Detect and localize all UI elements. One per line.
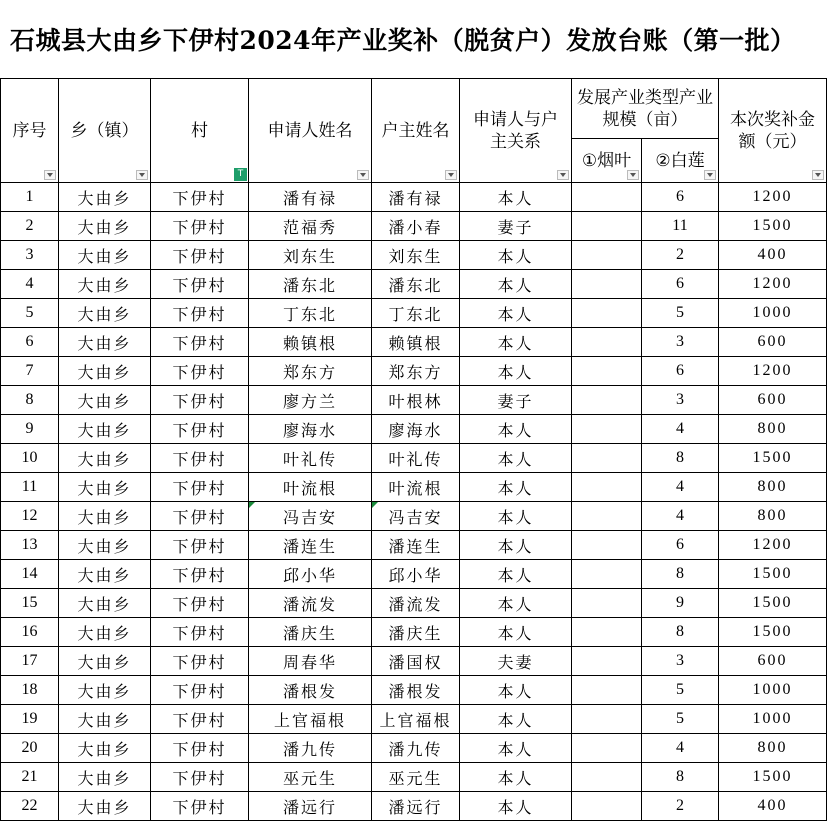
cell-relation[interactable]: 妻子 — [460, 386, 572, 415]
cell-relation[interactable]: 妻子 — [460, 212, 572, 241]
cell-amount[interactable]: 800 — [719, 473, 827, 502]
cell-lotus[interactable]: 9 — [642, 589, 719, 618]
cell-township[interactable]: 大由乡 — [59, 444, 151, 473]
cell-relation[interactable]: 本人 — [460, 531, 572, 560]
cell-applicant[interactable]: 潘东北 — [249, 270, 372, 299]
cell-amount[interactable]: 1000 — [719, 676, 827, 705]
cell-township[interactable]: 大由乡 — [59, 473, 151, 502]
cell-village[interactable]: 下伊村 — [151, 444, 249, 473]
filter-dropdown-icon[interactable] — [627, 170, 639, 180]
cell-householder[interactable]: 叶根林 — [372, 386, 460, 415]
cell-seq[interactable]: 6 — [1, 328, 59, 357]
cell-relation[interactable]: 本人 — [460, 357, 572, 386]
cell-householder[interactable]: 巫元生 — [372, 763, 460, 792]
cell-village[interactable]: 下伊村 — [151, 531, 249, 560]
cell-seq[interactable]: 18 — [1, 676, 59, 705]
filter-dropdown-icon[interactable] — [812, 170, 824, 180]
cell-seq[interactable]: 13 — [1, 531, 59, 560]
table-row — [1, 792, 827, 821]
cell-householder[interactable]: 叶礼传 — [372, 444, 460, 473]
cell-lotus[interactable]: 2 — [642, 792, 719, 821]
table-row — [1, 212, 827, 241]
cell-seq[interactable]: 19 — [1, 705, 59, 734]
cell-tobacco[interactable] — [572, 589, 642, 618]
header-township[interactable]: 乡（镇） — [59, 79, 151, 183]
cell-amount[interactable]: 1200 — [719, 531, 827, 560]
cell-village[interactable]: 下伊村 — [151, 560, 249, 589]
cell-marker-icon — [249, 502, 255, 508]
cell-amount[interactable]: 1500 — [719, 618, 827, 647]
cell-village[interactable]: 下伊村 — [151, 647, 249, 676]
cell-applicant[interactable]: 巫元生 — [249, 763, 372, 792]
cell-amount[interactable]: 600 — [719, 386, 827, 415]
cell-applicant[interactable]: 叶礼传 — [249, 444, 372, 473]
cell-amount[interactable]: 800 — [719, 734, 827, 763]
cell-township[interactable]: 大由乡 — [59, 241, 151, 270]
cell-lotus[interactable]: 8 — [642, 618, 719, 647]
cell-applicant[interactable]: 潘远行 — [249, 792, 372, 821]
table-row — [1, 502, 827, 531]
cell-township[interactable]: 大由乡 — [59, 502, 151, 531]
cell-tobacco[interactable] — [572, 212, 642, 241]
cell-lotus[interactable]: 6 — [642, 357, 719, 386]
cell-village[interactable]: 下伊村 — [151, 328, 249, 357]
cell-householder[interactable]: 叶流根 — [372, 473, 460, 502]
cell-lotus[interactable]: 11 — [642, 212, 719, 241]
cell-householder[interactable]: 邱小华 — [372, 560, 460, 589]
cell-amount[interactable]: 400 — [719, 792, 827, 821]
cell-relation[interactable]: 本人 — [460, 473, 572, 502]
cell-village[interactable]: 下伊村 — [151, 415, 249, 444]
cell-amount[interactable]: 1500 — [719, 763, 827, 792]
cell-seq[interactable]: 21 — [1, 763, 59, 792]
cell-township[interactable]: 大由乡 — [59, 386, 151, 415]
cell-householder[interactable]: 丁东北 — [372, 299, 460, 328]
cell-lotus[interactable]: 3 — [642, 328, 719, 357]
cell-amount[interactable]: 1500 — [719, 444, 827, 473]
cell-relation[interactable]: 夫妻 — [460, 647, 572, 676]
cell-relation[interactable]: 本人 — [460, 270, 572, 299]
header-relation[interactable]: 申请人与户主关系 — [460, 79, 572, 183]
cell-seq[interactable]: 7 — [1, 357, 59, 386]
cell-applicant[interactable]: 潘连生 — [249, 531, 372, 560]
cell-tobacco[interactable] — [572, 531, 642, 560]
cell-seq[interactable]: 4 — [1, 270, 59, 299]
cell-householder[interactable]: 上官福根 — [372, 705, 460, 734]
cell-village[interactable]: 下伊村 — [151, 763, 249, 792]
table-row — [1, 270, 827, 299]
cell-lotus[interactable]: 6 — [642, 183, 719, 212]
table-row — [1, 357, 827, 386]
cell-amount[interactable]: 1500 — [719, 560, 827, 589]
table-row — [1, 647, 827, 676]
cell-tobacco[interactable] — [572, 763, 642, 792]
cell-marker-icon — [372, 502, 378, 508]
cell-relation[interactable]: 本人 — [460, 183, 572, 212]
cell-village[interactable]: 下伊村 — [151, 705, 249, 734]
cell-seq[interactable]: 5 — [1, 299, 59, 328]
cell-tobacco[interactable] — [572, 299, 642, 328]
cell-amount[interactable]: 800 — [719, 415, 827, 444]
table-row — [1, 299, 827, 328]
cell-tobacco[interactable] — [572, 328, 642, 357]
cell-relation[interactable]: 本人 — [460, 618, 572, 647]
cell-tobacco[interactable] — [572, 647, 642, 676]
header-lotus[interactable]: ②白莲 — [642, 139, 719, 183]
cell-seq[interactable]: 22 — [1, 792, 59, 821]
ledger-table — [0, 78, 827, 821]
cell-householder[interactable]: 郑东方 — [372, 357, 460, 386]
cell-township[interactable]: 大由乡 — [59, 299, 151, 328]
cell-township[interactable]: 大由乡 — [59, 676, 151, 705]
header-applicant[interactable]: 申请人姓名 — [249, 79, 372, 183]
cell-amount[interactable]: 1000 — [719, 299, 827, 328]
cell-tobacco[interactable] — [572, 734, 642, 763]
cell-seq[interactable]: 15 — [1, 589, 59, 618]
table-row — [1, 589, 827, 618]
cell-amount[interactable]: 800 — [719, 502, 827, 531]
cell-lotus[interactable]: 5 — [642, 676, 719, 705]
table-row — [1, 531, 827, 560]
cell-township[interactable]: 大由乡 — [59, 647, 151, 676]
cell-seq[interactable]: 11 — [1, 473, 59, 502]
cell-tobacco[interactable] — [572, 502, 642, 531]
cell-applicant[interactable]: 潘流发 — [249, 589, 372, 618]
cell-amount[interactable]: 1500 — [719, 212, 827, 241]
cell-township[interactable]: 大由乡 — [59, 328, 151, 357]
cell-seq[interactable]: 3 — [1, 241, 59, 270]
cell-relation[interactable]: 本人 — [460, 734, 572, 763]
cell-seq[interactable]: 14 — [1, 560, 59, 589]
cell-seq[interactable]: 9 — [1, 415, 59, 444]
header-village[interactable]: 村 T — [151, 79, 249, 183]
cell-lotus[interactable]: 6 — [642, 531, 719, 560]
cell-township[interactable]: 大由乡 — [59, 212, 151, 241]
header-industry-group: 发展产业类型产业规模（亩） — [572, 79, 719, 139]
cell-lotus[interactable]: 4 — [642, 734, 719, 763]
cell-amount[interactable]: 400 — [719, 241, 827, 270]
cell-village[interactable]: 下伊村 — [151, 357, 249, 386]
filter-dropdown-icon[interactable] — [357, 170, 369, 180]
table-row — [1, 676, 827, 705]
cell-tobacco[interactable] — [572, 357, 642, 386]
table-row — [1, 241, 827, 270]
table-row — [1, 734, 827, 763]
cell-seq[interactable]: 16 — [1, 618, 59, 647]
cell-applicant[interactable]: 潘九传 — [249, 734, 372, 763]
cell-township[interactable]: 大由乡 — [59, 560, 151, 589]
cell-relation[interactable]: 本人 — [460, 328, 572, 357]
cell-township[interactable]: 大由乡 — [59, 734, 151, 763]
cell-tobacco[interactable] — [572, 183, 642, 212]
cell-tobacco[interactable] — [572, 241, 642, 270]
cell-village[interactable]: 下伊村 — [151, 241, 249, 270]
cell-tobacco[interactable] — [572, 415, 642, 444]
cell-township[interactable]: 大由乡 — [59, 531, 151, 560]
cell-lotus[interactable]: 8 — [642, 763, 719, 792]
cell-relation[interactable]: 本人 — [460, 676, 572, 705]
cell-householder[interactable]: 潘九传 — [372, 734, 460, 763]
cell-relation[interactable]: 本人 — [460, 560, 572, 589]
cell-householder[interactable]: 潘东北 — [372, 270, 460, 299]
cell-lotus[interactable]: 3 — [642, 647, 719, 676]
table-body — [1, 183, 827, 821]
cell-householder[interactable]: 潘连生 — [372, 531, 460, 560]
cell-township[interactable]: 大由乡 — [59, 270, 151, 299]
cell-relation[interactable]: 本人 — [460, 502, 572, 531]
cell-householder[interactable]: 赖镇根 — [372, 328, 460, 357]
cell-village[interactable]: 下伊村 — [151, 386, 249, 415]
cell-householder[interactable]: 潘有禄 — [372, 183, 460, 212]
cell-applicant[interactable]: 冯吉安 — [249, 502, 372, 531]
cell-tobacco[interactable] — [572, 705, 642, 734]
cell-lotus[interactable]: 2 — [642, 241, 719, 270]
header-householder[interactable]: 户主姓名 — [372, 79, 460, 183]
cell-lotus[interactable]: 5 — [642, 299, 719, 328]
cell-applicant[interactable]: 廖方兰 — [249, 386, 372, 415]
cell-tobacco[interactable] — [572, 676, 642, 705]
table-row — [1, 415, 827, 444]
header-amount[interactable]: 本次奖补金额（元） — [719, 79, 827, 183]
filter-dropdown-icon[interactable] — [136, 170, 148, 180]
cell-village[interactable]: 下伊村 — [151, 618, 249, 647]
cell-lotus[interactable]: 6 — [642, 270, 719, 299]
filter-dropdown-icon[interactable] — [44, 170, 56, 180]
cell-relation[interactable]: 本人 — [460, 589, 572, 618]
cell-householder[interactable]: 潘远行 — [372, 792, 460, 821]
cell-householder[interactable]: 廖海水 — [372, 415, 460, 444]
header-seq[interactable]: 序号 — [1, 79, 59, 183]
cell-applicant[interactable]: 邱小华 — [249, 560, 372, 589]
cell-amount[interactable]: 1200 — [719, 357, 827, 386]
table-row — [1, 386, 827, 415]
cell-lotus[interactable]: 5 — [642, 705, 719, 734]
cell-tobacco[interactable] — [572, 386, 642, 415]
cell-lotus[interactable]: 4 — [642, 415, 719, 444]
cell-township[interactable]: 大由乡 — [59, 618, 151, 647]
cell-householder[interactable]: 潘流发 — [372, 589, 460, 618]
cell-lotus[interactable]: 4 — [642, 473, 719, 502]
header-tobacco[interactable]: ①烟叶 — [572, 139, 642, 183]
cell-township[interactable]: 大由乡 — [59, 792, 151, 821]
cell-seq[interactable]: 1 — [1, 183, 59, 212]
cell-amount[interactable]: 600 — [719, 328, 827, 357]
table-row — [1, 705, 827, 734]
cell-amount[interactable]: 600 — [719, 647, 827, 676]
cell-lotus[interactable]: 4 — [642, 502, 719, 531]
cell-village[interactable]: 下伊村 — [151, 734, 249, 763]
cell-village[interactable]: 下伊村 — [151, 792, 249, 821]
cell-lotus[interactable]: 8 — [642, 560, 719, 589]
cell-applicant[interactable]: 叶流根 — [249, 473, 372, 502]
cell-householder[interactable]: 刘东生 — [372, 241, 460, 270]
table-row — [1, 763, 827, 792]
cell-tobacco[interactable] — [572, 473, 642, 502]
cell-tobacco[interactable] — [572, 618, 642, 647]
cell-seq[interactable]: 10 — [1, 444, 59, 473]
cell-householder[interactable]: 冯吉安 — [372, 502, 460, 531]
cell-relation[interactable]: 本人 — [460, 792, 572, 821]
active-filter-icon[interactable]: T — [234, 168, 247, 181]
cell-seq[interactable]: 12 — [1, 502, 59, 531]
cell-township[interactable]: 大由乡 — [59, 589, 151, 618]
cell-amount[interactable]: 1200 — [719, 270, 827, 299]
cell-village[interactable]: 下伊村 — [151, 270, 249, 299]
cell-applicant[interactable]: 潘庆生 — [249, 618, 372, 647]
cell-amount[interactable]: 1000 — [719, 705, 827, 734]
cell-applicant[interactable]: 周春华 — [249, 647, 372, 676]
cell-tobacco[interactable] — [572, 444, 642, 473]
cell-relation[interactable]: 本人 — [460, 299, 572, 328]
table-row — [1, 560, 827, 589]
cell-applicant[interactable]: 廖海水 — [249, 415, 372, 444]
cell-relation[interactable]: 本人 — [460, 705, 572, 734]
filter-dropdown-icon[interactable] — [557, 170, 569, 180]
cell-seq[interactable]: 20 — [1, 734, 59, 763]
cell-applicant[interactable]: 上官福根 — [249, 705, 372, 734]
cell-township[interactable]: 大由乡 — [59, 705, 151, 734]
cell-township[interactable]: 大由乡 — [59, 183, 151, 212]
cell-householder[interactable]: 潘根发 — [372, 676, 460, 705]
cell-relation[interactable]: 本人 — [460, 415, 572, 444]
cell-village[interactable]: 下伊村 — [151, 676, 249, 705]
filter-dropdown-icon[interactable] — [704, 170, 716, 180]
cell-amount[interactable]: 1200 — [719, 183, 827, 212]
cell-relation[interactable]: 本人 — [460, 763, 572, 792]
cell-village[interactable]: 下伊村 — [151, 502, 249, 531]
cell-tobacco[interactable] — [572, 560, 642, 589]
cell-lotus[interactable]: 8 — [642, 444, 719, 473]
table-row — [1, 473, 827, 502]
cell-amount[interactable]: 1500 — [719, 589, 827, 618]
cell-village[interactable]: 下伊村 — [151, 299, 249, 328]
cell-householder[interactable]: 潘小春 — [372, 212, 460, 241]
table-row — [1, 328, 827, 357]
cell-applicant[interactable]: 刘东生 — [249, 241, 372, 270]
cell-village[interactable]: 下伊村 — [151, 212, 249, 241]
cell-applicant[interactable]: 范福秀 — [249, 212, 372, 241]
cell-village[interactable]: 下伊村 — [151, 589, 249, 618]
cell-tobacco[interactable] — [572, 270, 642, 299]
cell-village[interactable]: 下伊村 — [151, 183, 249, 212]
cell-applicant[interactable]: 郑东方 — [249, 357, 372, 386]
cell-seq[interactable]: 2 — [1, 212, 59, 241]
table-row — [1, 444, 827, 473]
cell-relation[interactable]: 本人 — [460, 241, 572, 270]
cell-lotus[interactable]: 3 — [642, 386, 719, 415]
cell-applicant[interactable]: 赖镇根 — [249, 328, 372, 357]
sheet-title: 石城县大由乡下伊村2024年产业奖补（脱贫户）发放台账（第一批） — [10, 26, 796, 55]
cell-seq[interactable]: 17 — [1, 647, 59, 676]
cell-relation[interactable]: 本人 — [460, 444, 572, 473]
cell-householder[interactable]: 潘国权 — [372, 647, 460, 676]
cell-seq[interactable]: 8 — [1, 386, 59, 415]
cell-applicant[interactable]: 潘有禄 — [249, 183, 372, 212]
cell-township[interactable]: 大由乡 — [59, 763, 151, 792]
table-row — [1, 618, 827, 647]
filter-dropdown-icon[interactable] — [445, 170, 457, 180]
cell-township[interactable]: 大由乡 — [59, 415, 151, 444]
cell-village[interactable]: 下伊村 — [151, 473, 249, 502]
cell-township[interactable]: 大由乡 — [59, 357, 151, 386]
cell-applicant[interactable]: 潘根发 — [249, 676, 372, 705]
cell-applicant[interactable]: 丁东北 — [249, 299, 372, 328]
cell-householder[interactable]: 潘庆生 — [372, 618, 460, 647]
cell-tobacco[interactable] — [572, 792, 642, 821]
table-row — [1, 183, 827, 212]
